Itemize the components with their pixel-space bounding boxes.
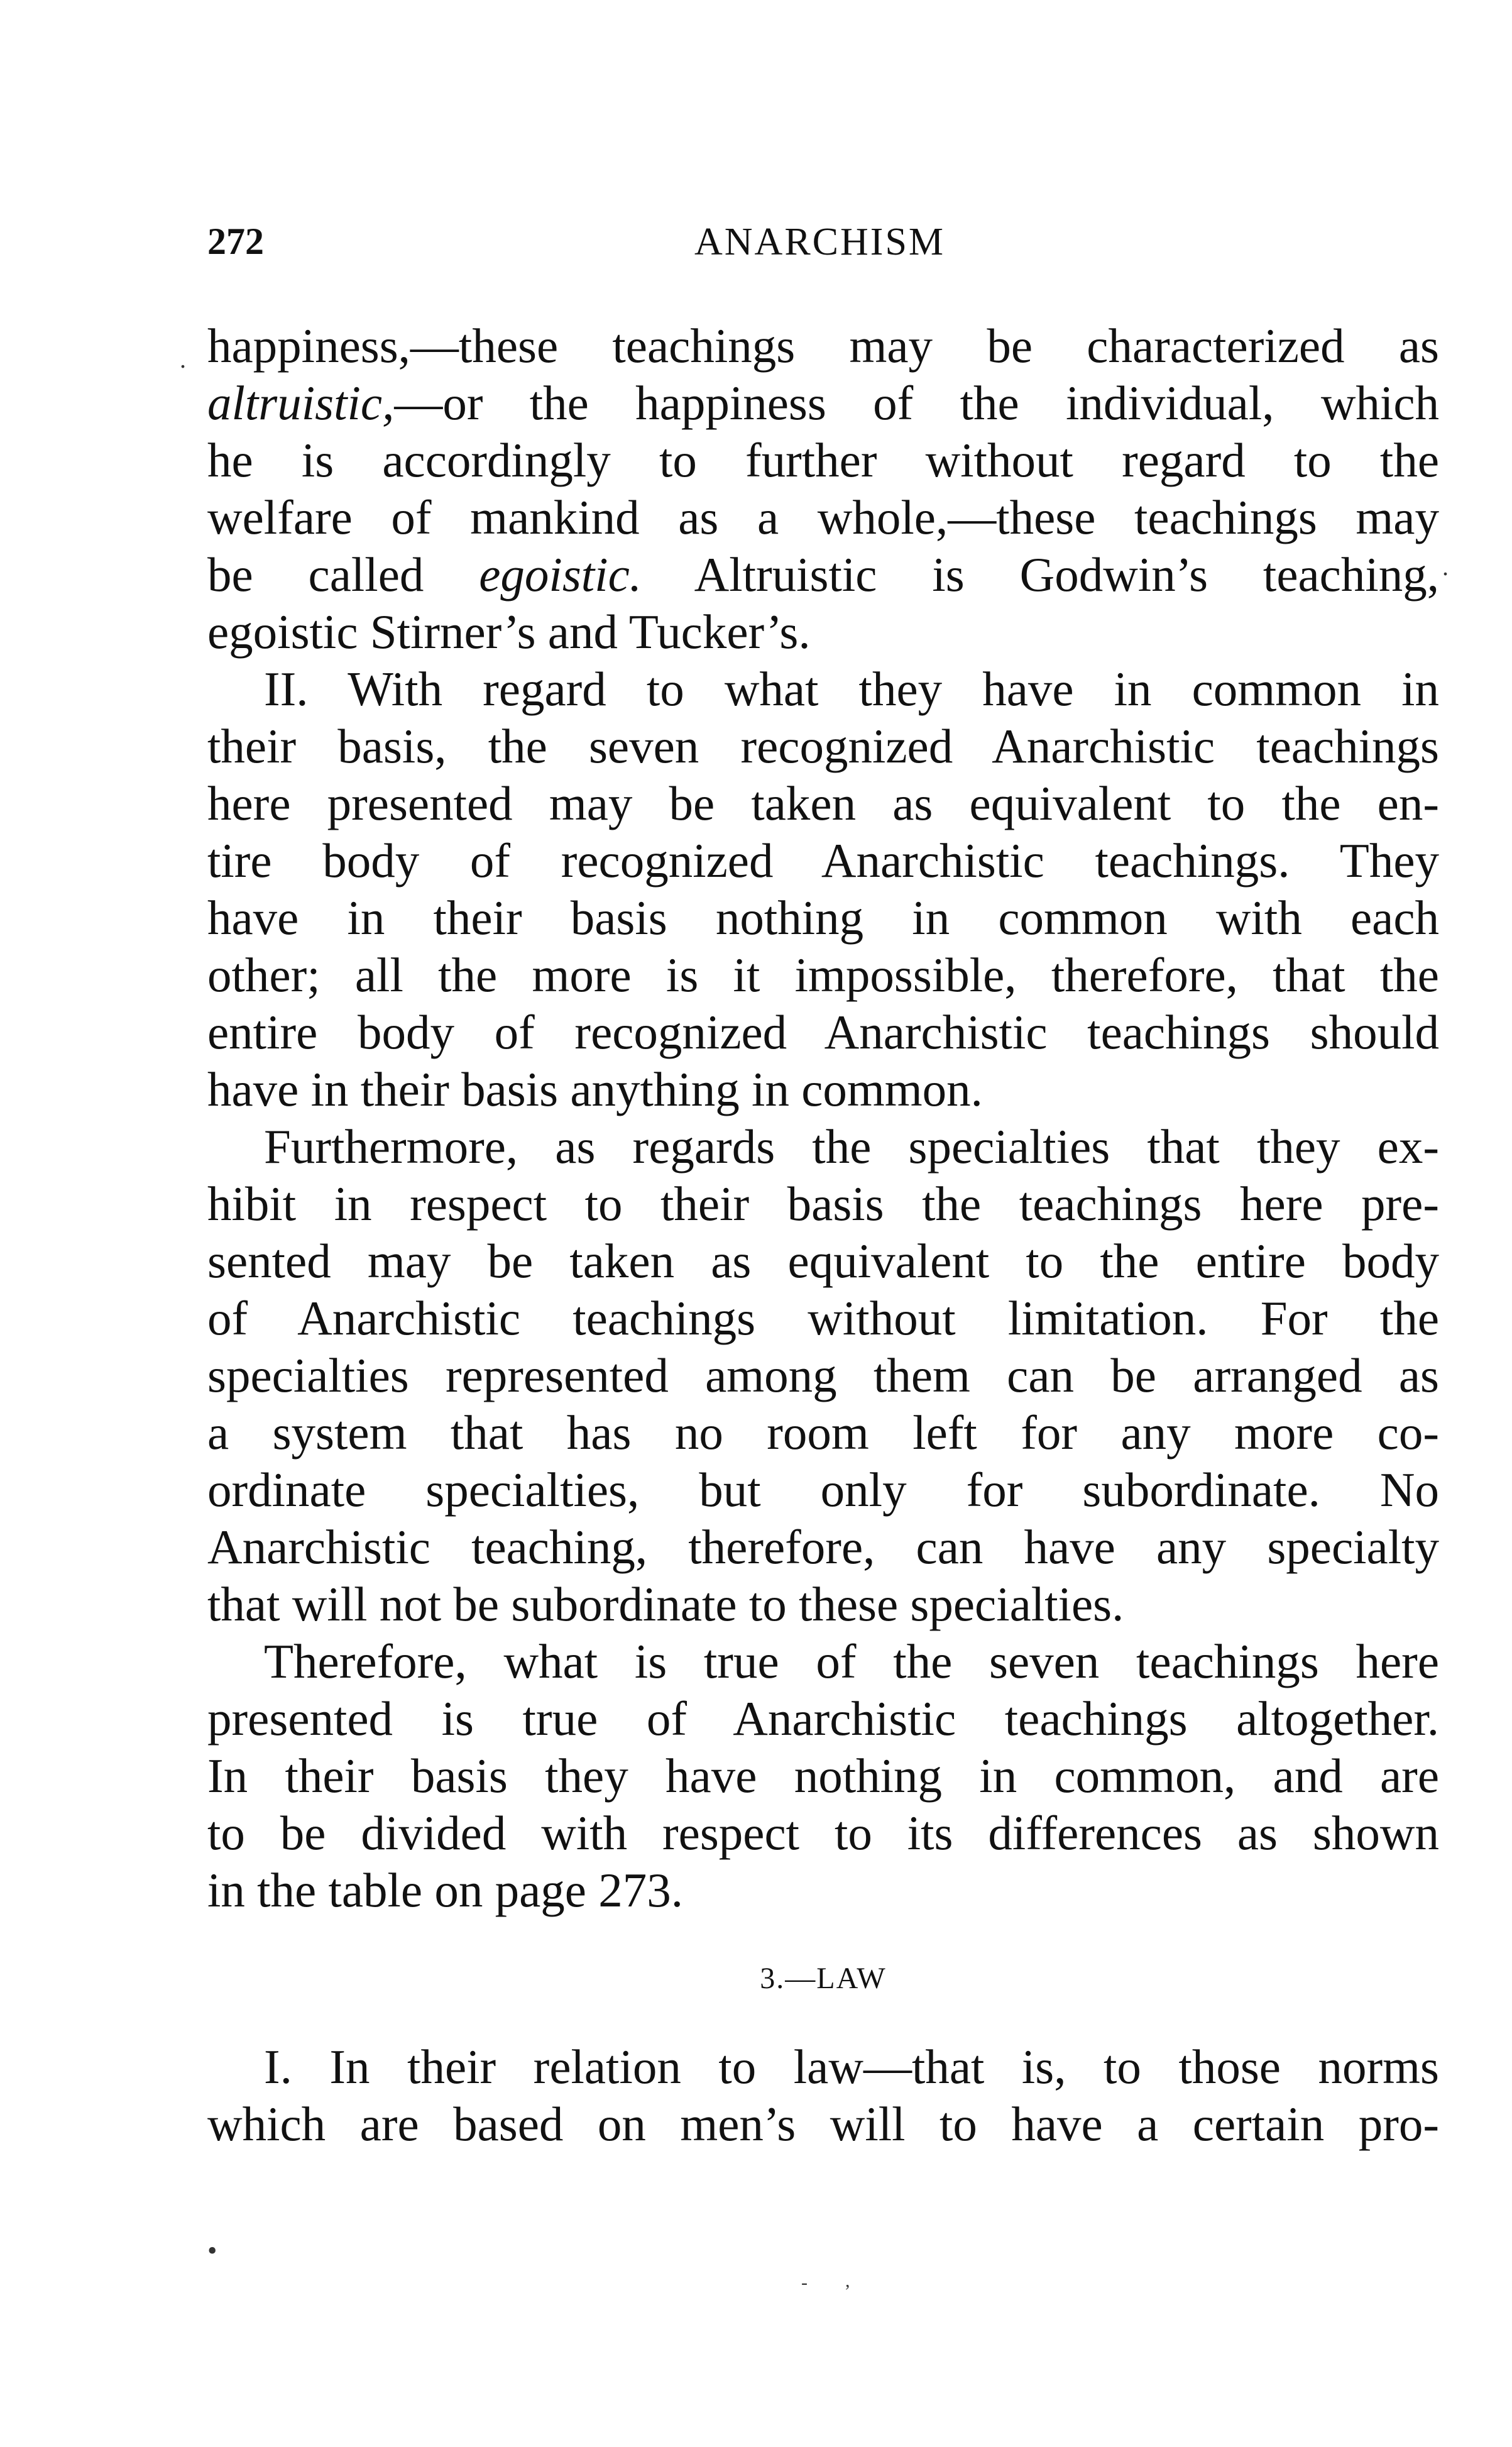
- text-line: ordinate specialties, but only for subordinate. No: [207, 1463, 1439, 1517]
- text-line: presented is true of Anarchistic teachings altogether.: [207, 1691, 1439, 1746]
- text-line: to be divided with respect to its differences as shown: [207, 1806, 1439, 1860]
- text-line: I. In their relation to law—that is, to those norms: [264, 2040, 1439, 2094]
- text-line: specialties represented among them can be arranged as: [207, 1348, 1439, 1402]
- text-line: Furthermore, as regards the specialties that they ex-: [264, 1119, 1439, 1174]
- text-line: he is accordingly to further without regard to the: [207, 433, 1439, 487]
- text-line: Anarchistic teaching, therefore, can have any specialty: [207, 1520, 1439, 1574]
- running-title: ANARCHISM: [694, 221, 946, 263]
- text-line: which are based on men’s will to have a certain pro-: [207, 2097, 1439, 2151]
- text-line: [207, 546, 1439, 603]
- italic-term: altruistic,: [207, 376, 395, 430]
- text-line: II. With regard to what they have in common in: [264, 662, 1439, 716]
- text-line: other; all the more is it impossible, therefore, that the: [207, 948, 1439, 1002]
- text-segment: —or the happiness of the individual, which: [394, 376, 1439, 430]
- text-line: In their basis they have nothing in common, and are: [207, 1749, 1439, 1803]
- print-speck: ,: [845, 2270, 850, 2291]
- print-speck: .: [180, 345, 186, 373]
- text-line: that will not be subordinate to these specialties.: [207, 1577, 1124, 1631]
- text-line: have in their basis anything in common.: [207, 1062, 983, 1116]
- text-segment: be called: [207, 547, 479, 602]
- page-number: 272: [207, 221, 264, 262]
- text-line: [207, 375, 1439, 432]
- section-heading: 3.—LAW: [760, 1962, 887, 1995]
- text-line: have in their basis nothing in common with each: [207, 891, 1439, 945]
- text-line: Therefore, what is true of the seven teachings here: [264, 1634, 1439, 1688]
- body-text: [207, 317, 1439, 2153]
- print-speck: -: [801, 2272, 808, 2293]
- text-line: happiness,—these teachings may be characterized as: [207, 319, 1439, 373]
- text-line: egoistic Stirner’s and Tucker’s.: [207, 605, 811, 659]
- text-line: tire body of recognized Anarchistic teachings. They: [207, 833, 1439, 888]
- text-line: of Anarchistic teachings without limitation. For the: [207, 1291, 1439, 1345]
- text-line: entire body of recognized Anarchistic teachings should: [207, 1005, 1439, 1059]
- text-segment: Altruistic is Godwin’s teaching,: [642, 547, 1439, 602]
- print-speck: •: [207, 2235, 217, 2266]
- text-line: their basis, the seven recognized Anarchistic teachings: [207, 719, 1439, 773]
- text-line: in the table on page 273.: [207, 1863, 683, 1917]
- text-line: here presented may be taken as equivalent to the en-: [207, 776, 1439, 830]
- page-header: [207, 220, 1433, 277]
- text-line: sented may be taken as equivalent to the entire body: [207, 1234, 1439, 1288]
- text-line: a system that has no room left for any more co-: [207, 1405, 1439, 1460]
- text-line: hibit in respect to their basis the teachings here pre-: [207, 1177, 1439, 1231]
- text-line: welfare of mankind as a whole,—these teachings may: [207, 490, 1439, 544]
- print-speck: .: [1442, 553, 1449, 581]
- italic-term: egoistic.: [479, 547, 642, 602]
